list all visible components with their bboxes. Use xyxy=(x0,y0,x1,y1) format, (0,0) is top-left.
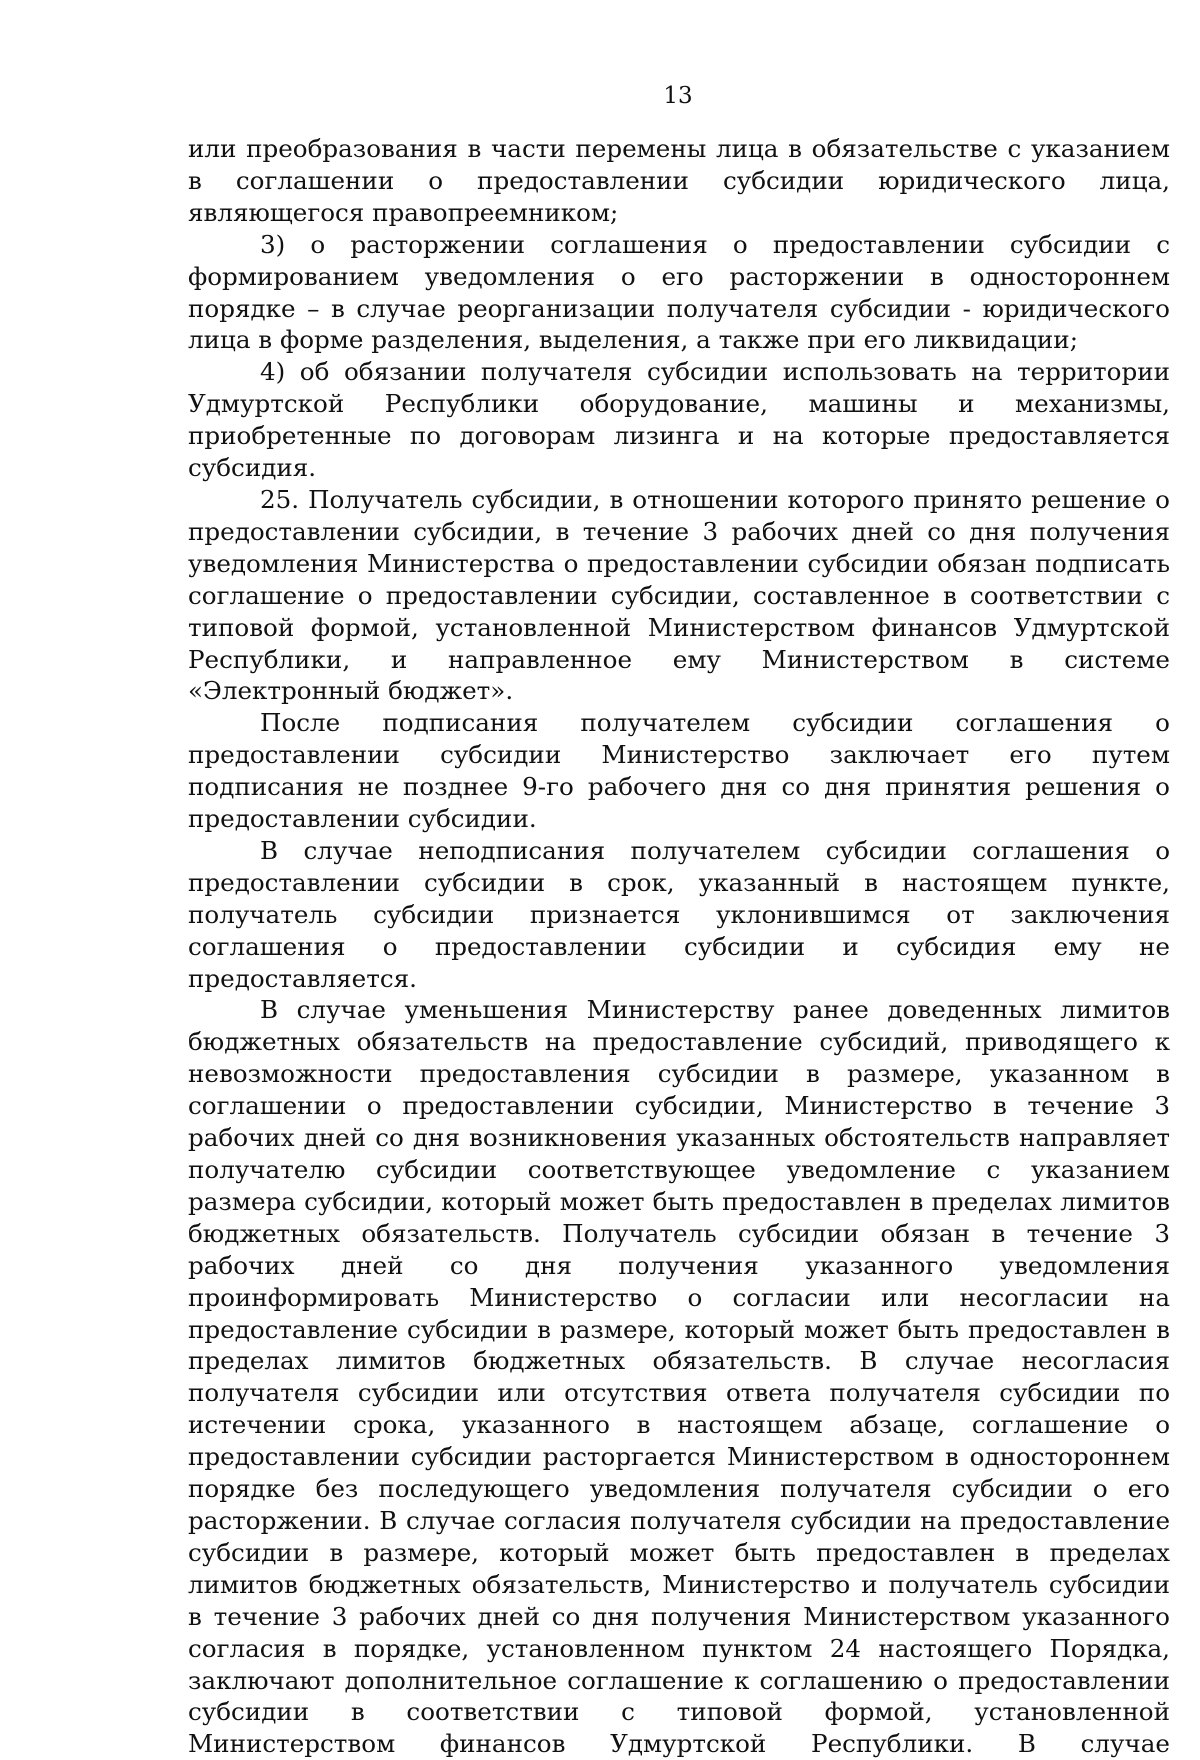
paragraph-non-signing: В случае неподписания получателем субсидии соглашения о предоставлении субсидии в срок, указанный в настоящем пункте, получатель субсидии признается уклонившимся от заключения соглашения о предоставлении субсидии и субсидия ему не предоставляется. xyxy=(188,835,1170,993)
paragraph-continuation: или преобразования в части перемены лица в обязательстве с указанием в соглашении о предоставлении субсидии юридического лица, являющегося правопреемником; xyxy=(188,134,1170,227)
paragraph-item-4: 4) об обязании получателя субсидии использовать на территории Удмуртской Республики оборудование, машины и механизмы, приобретенные по договорам лизинга и на которые предоставляется субсидия. xyxy=(188,357,1170,483)
paragraph-item-3: 3) о расторжении соглашения о предоставлении субсидии с формированием уведомления о его расторжении в одностороннем порядке – в случае реорганизации получателя субсидии - юридического лица в форме разделения, выделения, а также при его ликвидации; xyxy=(188,229,1170,355)
document-body xyxy=(188,133,1170,1760)
paragraph-after-signing: После подписания получателем субсидии соглашения о предоставлении субсидии Министерство заключает его путем подписания не позднее 9-го рабочего дня со дня принятия решения о предоставлении субсидии. xyxy=(188,708,1170,834)
paragraph-limits-reduction: В случае уменьшения Министерству ранее доведенных лимитов бюджетных обязательств на предоставление субсидий, приводящего к невозможности предоставления субсидии в размере, указанном в соглашении о предоставлении субсидии, Министерство в течение 3 рабочих дней со дня возникновения указанных обстоятельств направляет получателю субсидии соответствующее уведомление с указанием размера субсидии, который может быть предоставлен в пределах лимитов бюджетных обязательств. Получатель субсидии обязан в течение 3 рабочих дней со дня получения указанного уведомления проинформировать Министерство о согласии или несогласии на предоставление субсидии в размере, который может быть предоставлен в пределах лимитов бюджетных обязательств. В случае несогласия получателя субсидии или отсутствия ответа получателя субсидии по истечении срока, указанного в настоящем абзаце, соглашение о предоставлении субсидии расторгается Министерством в одностороннем порядке без последующего уведомления получателя субсидии о его расторжении. В случае согласия получателя субсидии на предоставление субсидии в размере, который может быть предоставлен в пределах лимитов бюджетных обязательств, Министерство и получатель субсидии в течение 3 рабочих дней со дня получения Министерством указанного согласия в порядке, установленном пунктом 24 настоящего Порядка, заключают дополнительное соглашение к соглашению о предоставлении субсидии в соответствии с типовой формой, установленной Министерством финансов Удмуртской Республики. В случае xyxy=(188,995,1170,1759)
page-number: 13 xyxy=(663,83,693,109)
paragraph-clause-25: 25. Получатель субсидии, в отношении которого принято решение о предоставлении субсидии, в течение 3 рабочих дней со дня получения уведомления Министерства о предоставлении субсидии обязан подписать соглашение о предоставлении субсидии, составленное в соответствии с типовой формой, установленной Министерством финансов Удмуртской Республики, и направленное ему Министерством в системе «Электронный бюджет». xyxy=(188,484,1170,706)
